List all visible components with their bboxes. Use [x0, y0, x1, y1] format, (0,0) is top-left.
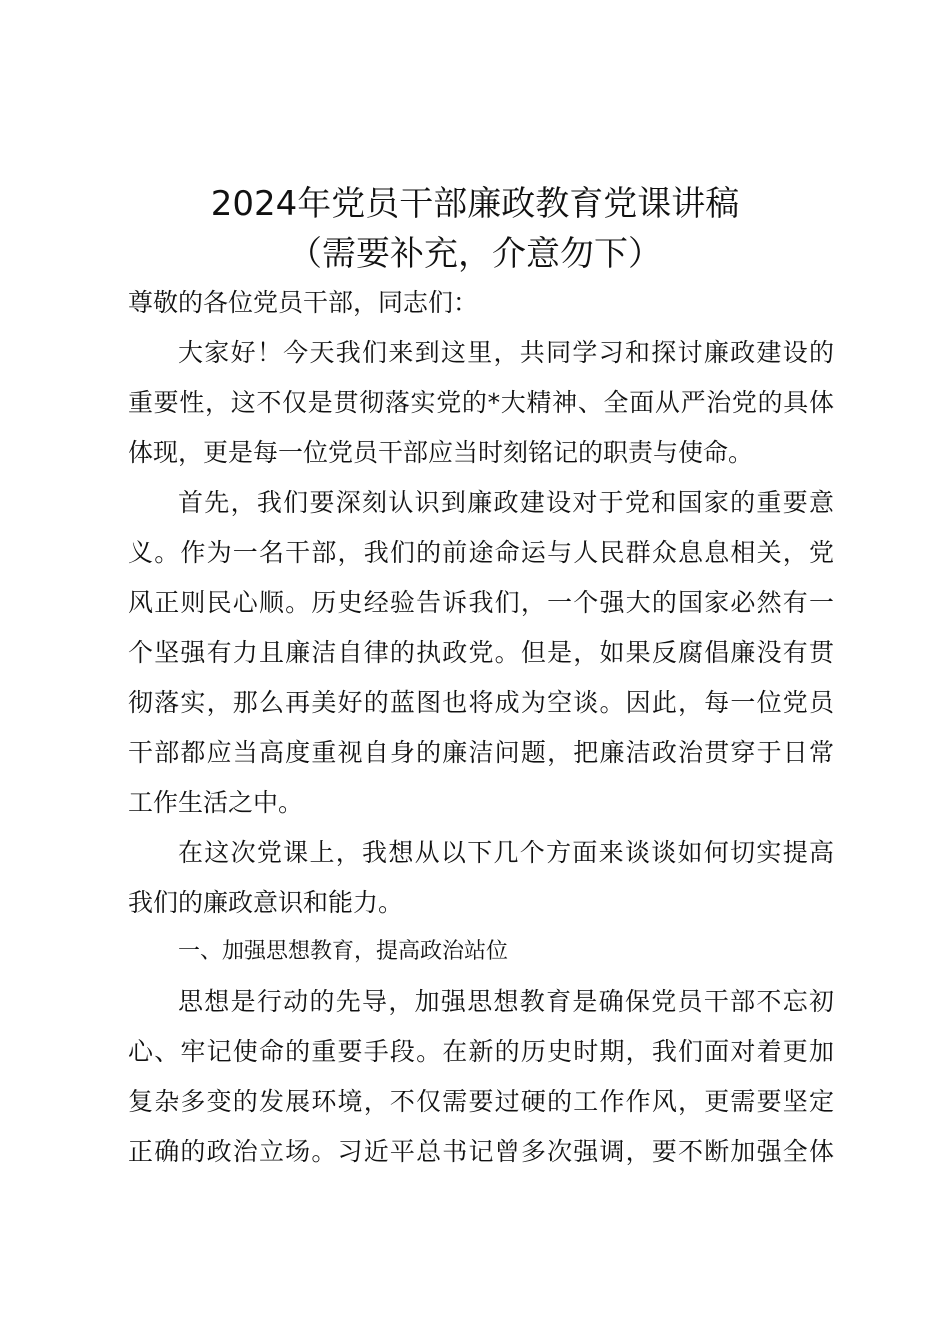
- paragraph-line: 重要性，这不仅是贯彻落实党的*大精神、全面从严治党的具体: [128, 388, 834, 417]
- paragraph-line: 个坚强有力且廉洁自律的执政党。但是，如果反腐倡廉没有贯: [128, 638, 834, 667]
- paragraph-line: 思想是行动的先导，加强思想教育是确保党员干部不忘初: [178, 987, 834, 1016]
- paragraph-line: 首先，我们要深刻认识到廉政建设对于党和国家的重要意: [178, 488, 834, 517]
- paragraph-line: 心、牢记使命的重要手段。在新的历史时期，我们面对着更加: [128, 1037, 834, 1066]
- paragraph-line: 复杂多变的发展环境，不仅需要过硬的工作作风，更需要坚定: [128, 1087, 834, 1116]
- paragraph-line: 我们的廉政意识和能力。: [128, 888, 404, 917]
- paragraph-line: 在这次党课上，我想从以下几个方面来谈谈如何切实提高: [178, 838, 834, 867]
- paragraph-line: 干部都应当高度重视自身的廉洁问题，把廉洁政治贯穿于日常: [128, 738, 834, 767]
- paragraph-line: 义。作为一名干部，我们的前途命运与人民群众息息相关，党: [128, 538, 834, 567]
- paragraph-line: 大家好！今天我们来到这里，共同学习和探讨廉政建设的: [178, 338, 834, 367]
- paragraph-line: 工作生活之中。: [128, 788, 304, 817]
- paragraph-line: 彻落实，那么再美好的蓝图也将成为空谈。因此，每一位党员: [128, 688, 834, 717]
- paragraph-line: 风正则民心顺。历史经验告诉我们，一个强大的国家必然有一: [128, 588, 834, 617]
- paragraph-line: 正确的政治立场。习近平总书记曾多次强调，要不断加强全体: [128, 1137, 834, 1166]
- paragraph-line: 体现，更是每一位党员干部应当时刻铭记的职责与使命。: [128, 438, 754, 467]
- document-subtitle: （需要补充，介意勿下）: [288, 234, 662, 274]
- greeting-line: 尊敬的各位党员干部，同志们：: [128, 288, 479, 317]
- section-heading: 一、加强思想教育，提高政治站位: [178, 939, 509, 964]
- document-title: 2024年党员干部廉政教育党课讲稿: [210, 184, 740, 224]
